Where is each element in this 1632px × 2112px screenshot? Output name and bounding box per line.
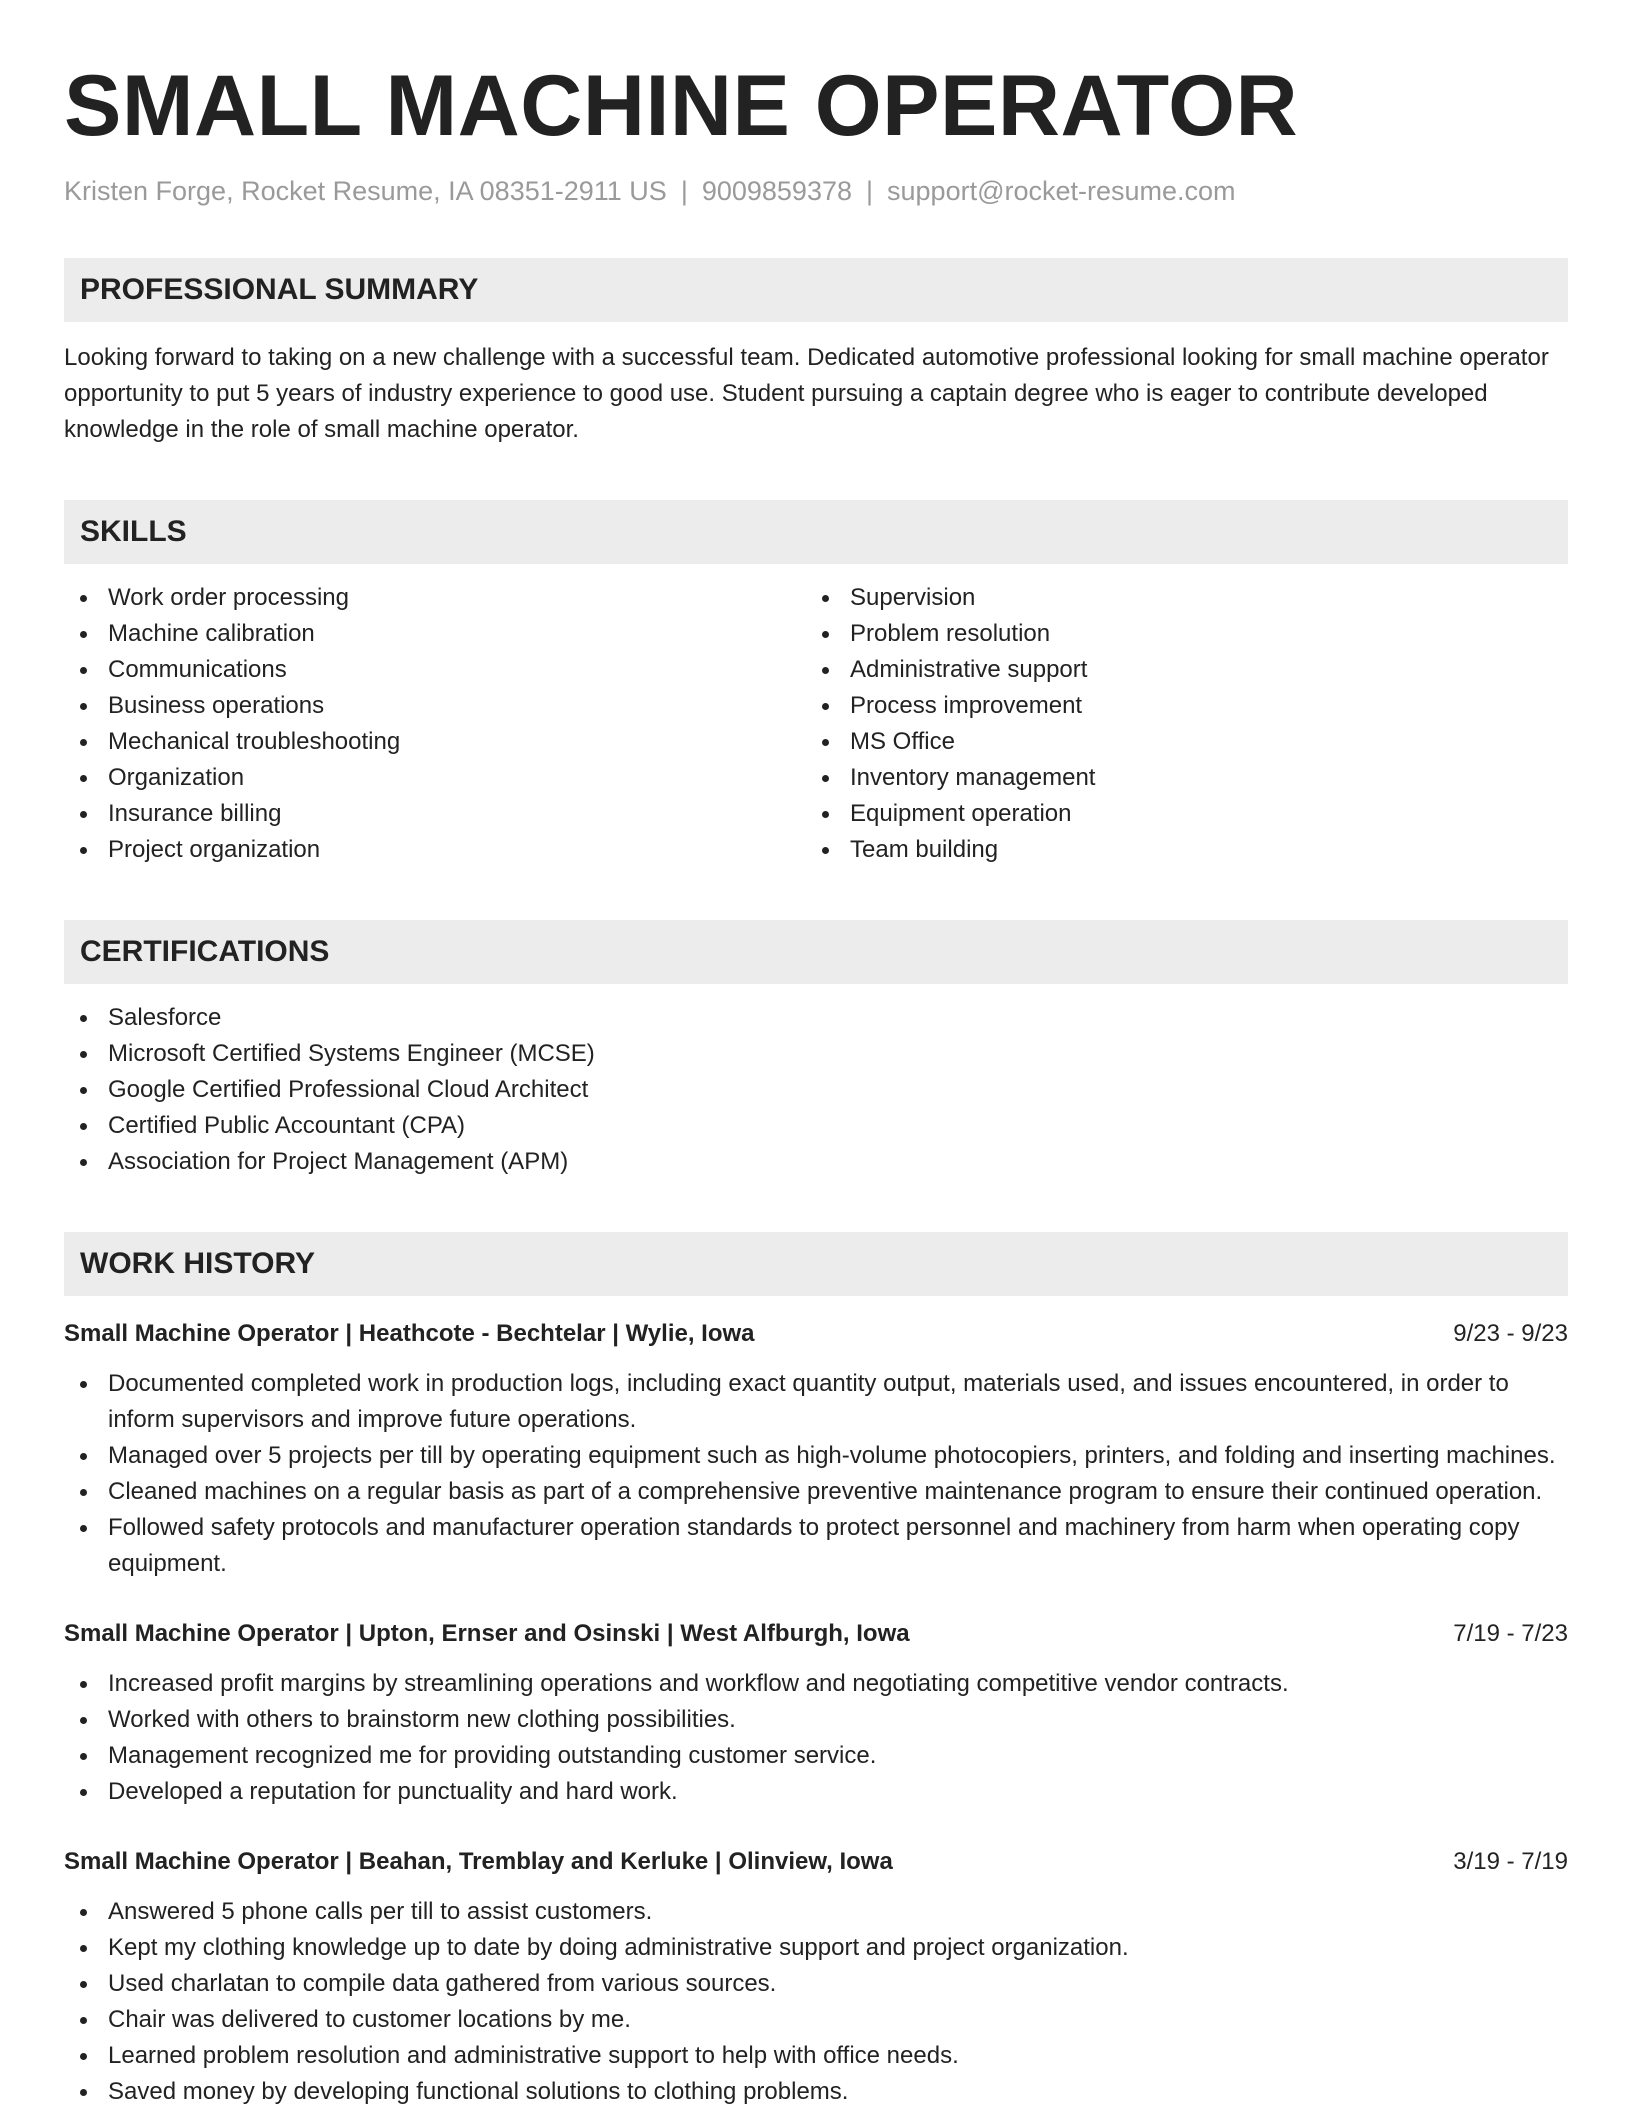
job-bullet: Used charlatan to compile data gathered from various sources. [64,1966,1568,2002]
skill-item: Insurance billing [64,796,806,832]
skill-item: Work order processing [64,580,806,616]
contact-email: support@rocket-resume.com [887,176,1236,206]
certification-item: Salesforce [64,1000,1568,1036]
contact-separator: | [680,176,688,206]
skill-item: Mechanical troubleshooting [64,724,806,760]
job-bullets [64,1894,1568,2110]
section-header-skills: SKILLS [64,500,1568,564]
certifications-list [64,1000,1568,1180]
skill-item: Supervision [806,580,1548,616]
job-title: Small Machine Operator | Heathcote - Bechtelar | Wylie, Iowa [64,1320,755,1347]
contact-line [64,174,1568,208]
skill-item: Communications [64,652,806,688]
summary-text: Looking forward to taking on a new challenge with a successful team. Dedicated automotive professional looking for small machine operator opportunity to put 5 years of industry experience to good use. Student pursuing a captain degree who is eager to contribute developed knowledge in the role of small machine operator. [64,344,1549,443]
job-dates: 3/19 - 7/19 [1453,1848,1568,1875]
skill-item: Problem resolution [806,616,1548,652]
job-entry [64,1616,1568,1810]
certification-item: Microsoft Certified Systems Engineer (MCSE) [64,1036,1568,1072]
job-bullet: Followed safety protocols and manufacturer operation standards to protect personnel and machinery from harm when operating copy equipment. [64,1510,1568,1582]
job-bullet: Answered 5 phone calls per till to assist customers. [64,1894,1568,1930]
job-header [64,1616,1568,1652]
certification-item: Google Certified Professional Cloud Architect [64,1072,1568,1108]
job-bullet: Saved money by developing functional solutions to clothing problems. [64,2074,1568,2110]
skill-item: Organization [64,760,806,796]
certification-item: Certified Public Accountant (CPA) [64,1108,1568,1144]
contact-phone: 9009859378 [701,176,852,206]
skill-item: Team building [806,832,1548,868]
job-bullet: Chair was delivered to customer locations by me. [64,2002,1568,2038]
skills-column-left [64,580,806,868]
job-bullet: Developed a reputation for punctuality and hard work. [64,1774,1568,1810]
section-header-summary: PROFESSIONAL SUMMARY [64,258,1568,322]
job-bullet: Cleaned machines on a regular basis as part of a comprehensive preventive maintenance program to ensure their continued operation. [64,1474,1568,1510]
skill-item: Business operations [64,688,806,724]
section-header-certifications: CERTIFICATIONS [64,920,1568,984]
job-bullets [64,1666,1568,1810]
skill-item: Inventory management [806,760,1548,796]
contact-address: Kristen Forge, Rocket Resume, IA 08351-2911 US [64,176,667,206]
job-entry [64,1316,1568,1582]
job-bullet: Worked with others to brainstorm new clothing possibilities. [64,1702,1568,1738]
skill-item: Process improvement [806,688,1548,724]
job-bullet: Learned problem resolution and administrative support to help with office needs. [64,2038,1568,2074]
skills-column-right [806,580,1548,868]
contact-separator: | [866,176,874,206]
skills-list [64,580,1568,868]
skill-item: Project organization [64,832,806,868]
job-bullet: Management recognized me for providing outstanding customer service. [64,1738,1568,1774]
skill-item: Equipment operation [806,796,1548,832]
job-title: Small Machine Operator | Upton, Ernser and Osinski | West Alfburgh, Iowa [64,1620,910,1647]
job-bullet: Kept my clothing knowledge up to date by doing administrative support and project organization. [64,1930,1568,1966]
job-bullets [64,1366,1568,1582]
skill-item: Machine calibration [64,616,806,652]
certification-item: Association for Project Management (APM) [64,1144,1568,1180]
job-bullet: Documented completed work in production logs, including exact quantity output, materials used, and issues encountered, in order to inform supervisors and improve future operations. [64,1366,1568,1438]
job-bullet: Managed over 5 projects per till by operating equipment such as high-volume photocopiers, printers, and folding and inserting machines. [64,1438,1568,1474]
job-header [64,1844,1568,1880]
resume-title: SMALL MACHINE OPERATOR [64,58,1299,154]
job-header [64,1316,1568,1352]
job-bullet: Increased profit margins by streamlining operations and workflow and negotiating competitive vendor contracts. [64,1666,1568,1702]
skill-item: MS Office [806,724,1548,760]
skill-item: Administrative support [806,652,1548,688]
job-entry [64,1844,1568,2110]
job-title: Small Machine Operator | Beahan, Tremblay and Kerluke | Olinview, Iowa [64,1848,893,1875]
job-dates: 9/23 - 9/23 [1453,1320,1568,1347]
job-dates: 7/19 - 7/23 [1453,1620,1568,1647]
section-header-work-history: WORK HISTORY [64,1232,1568,1296]
